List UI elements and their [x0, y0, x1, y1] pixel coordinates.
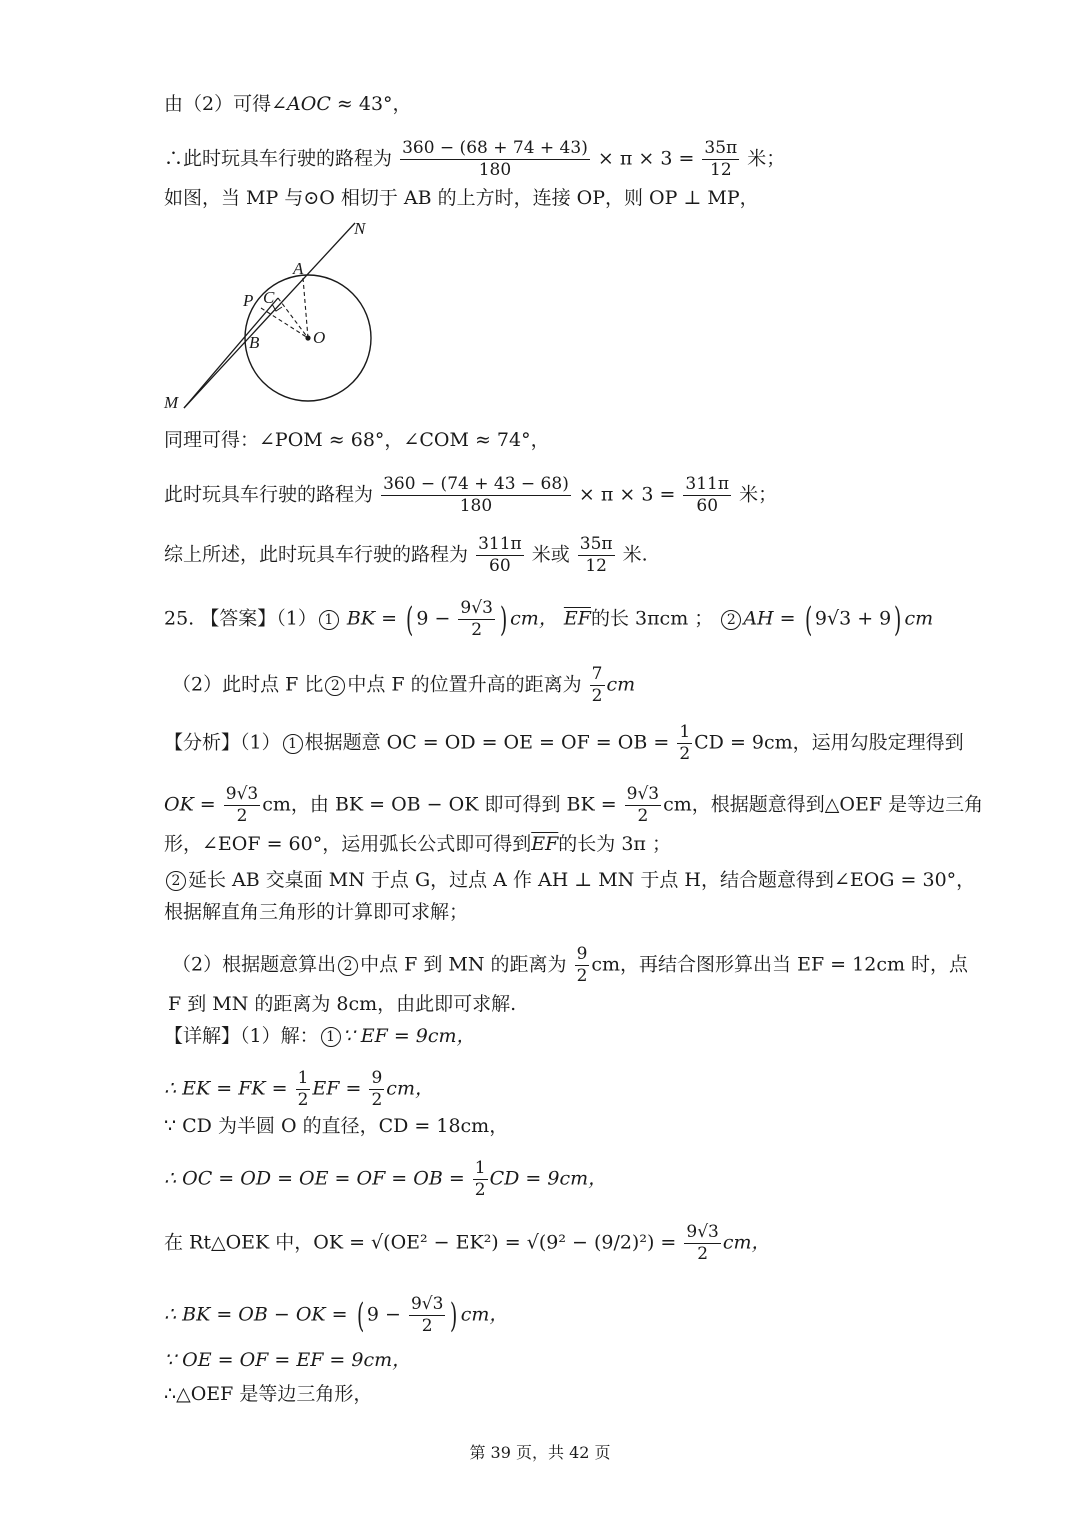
- circled-number: 2: [325, 676, 345, 696]
- fraction: $\frac{9√3}{2}$: [225, 784, 259, 826]
- fraction: $\frac{1}{2}$: [679, 722, 691, 764]
- label-o: O: [313, 328, 326, 347]
- page-footer: 第 39 页，共 42 页: [469, 1443, 611, 1462]
- detail-line-8: ∴△OEF 是等边三角形，: [164, 1383, 373, 1405]
- fraction: $\frac{7}{2}$: [591, 664, 603, 706]
- line-tangent-case: 如图，当 MP 与⊙O 相切于 AB 的上方时，连接 OP，则 OP ⊥ MP，: [164, 187, 759, 209]
- fraction: $\frac{311\pi}{60}$: [685, 474, 730, 516]
- line-path-length-1: ∴此时玩具车行驶的路程为 $\frac{360 - (68 + 74 + 43)}{180}$ × π × 3 = $\frac{35\pi}{12}$ 米；: [164, 138, 786, 180]
- fraction: $\frac{9√3}{2}$: [626, 784, 660, 826]
- analysis-line-4: 2 延长 AB 交桌面 MN 于点 G，过点 A 作 AH ⊥ MN 于点 H，结合题意得到∠EOG = 30°，: [164, 868, 975, 892]
- fraction: $\frac{1}{2}$: [297, 1068, 309, 1110]
- detail-line-7: ∵ OE = OF = EF = 9cm，: [164, 1349, 412, 1371]
- label-b: B: [249, 333, 260, 352]
- segment-oa: [303, 278, 308, 338]
- fraction: $\frac{1}{2}$: [474, 1158, 486, 1200]
- detail-line-1: 【详解】（1）解： 1 ∵ EF = 9cm，: [164, 1025, 476, 1047]
- circled-number: 1: [319, 610, 339, 630]
- fraction: $\frac{311\pi}{60}$: [478, 534, 522, 576]
- circled-number: 1: [283, 734, 303, 754]
- detail-line-3: ∵ CD 为半圆 O 的直径，CD = 18cm，: [164, 1115, 509, 1137]
- analysis-line-2: OK = $\frac{9√3}{2}$ cm，由 BK = OB − OK 即可得到 BK = $\frac{9√3}{2}$ cm，根据题意得到△OEF 是等边三角: [164, 784, 984, 826]
- detail-line-5: 在 Rt△OEK 中，OK = √(OE² − EK²) = √(9² − (9/2)²) = $\frac{9√3}{2}$ cm，: [164, 1222, 771, 1264]
- line-mp: [184, 298, 278, 408]
- segment-oc: [261, 308, 308, 338]
- fraction: $\frac{9}{2}$: [371, 1068, 383, 1110]
- detail-line-6: ∴ BK = OB − OK = ( 9 − $\frac{9√3}{2}$ ) cm，: [164, 1294, 509, 1336]
- circled-number: 2: [721, 610, 741, 630]
- fraction: $\frac{9√3}{2}$: [686, 1222, 719, 1264]
- fraction: $\frac{360 - (68 + 74 + 43)}{180}$: [402, 138, 588, 180]
- line-mn: [184, 223, 355, 408]
- line-angle-aoc: 由（2）可得∠AOC ≈ 43°，: [164, 93, 412, 115]
- detail-line-4: ∴ OC = OD = OE = OF = OB = $\frac{1}{2}$ CD = 9cm，: [164, 1158, 608, 1200]
- analysis-line-1: 【分析】（1） 1 根据题意 OC = OD = OE = OF = OB = $\frac{1}{2}$ CD = 9cm，运用勾股定理得到: [164, 722, 964, 764]
- fraction: $\frac{35\pi}{12}$: [704, 138, 738, 180]
- line-similar-angles: 同理可得：∠POM ≈ 68°，∠COM ≈ 74°，: [164, 429, 550, 451]
- label-p: P: [243, 291, 254, 310]
- line-path-length-2: 此时玩具车行驶的路程为 $\frac{360 - (74 + 43 - 68)}{180}$ × π × 3 = $\frac{311\pi}{60}$ 米；: [164, 474, 778, 516]
- line-summary: 综上所述，此时玩具车行驶的路程为 $\frac{311\pi}{60}$ 米或 $\frac{35\pi}{12}$ 米.: [164, 534, 648, 576]
- analysis-line-7: F 到 MN 的距离为 8cm，由此即可求解.: [168, 993, 517, 1015]
- fraction: $\frac{35\pi}{12}$: [579, 534, 613, 576]
- circle-tangent-figure: [160, 212, 390, 417]
- center-point: [305, 335, 310, 340]
- segment-op: [278, 298, 308, 338]
- circled-number: 1: [321, 1027, 341, 1047]
- analysis-line-5: 根据解直角三角形的计算即可求解；: [164, 901, 469, 923]
- analysis-line-6: （2）根据题意算出 2 中点 F 到 MN 的距离为 $\frac{9}{2}$ cm，再结合图形算出当 EF = 12cm 时，点: [172, 944, 969, 986]
- label-c: C: [263, 288, 275, 307]
- q25-answer-2: （2）此时点 F 比 2 中点 F 的位置升高的距离为 $\frac{7}{2}$ cm: [172, 664, 636, 706]
- fraction: $\frac{9√3}{2}$: [410, 1294, 444, 1336]
- analysis-line-3: 形，∠EOF = 60°，运用弧长公式即可得到$\overline{EF}$的长为 3π ；: [164, 833, 671, 855]
- fraction: $\frac{9}{2}$: [576, 944, 588, 986]
- detail-line-2: ∴ EK = FK = $\frac{1}{2}$ EF = $\frac{9}{2}$ cm，: [164, 1068, 434, 1110]
- label-a: A: [293, 259, 304, 278]
- fraction: $\frac{9√3}{2}$: [460, 598, 493, 640]
- label-m: M: [164, 393, 179, 412]
- label-n: N: [354, 219, 366, 238]
- fraction: $\frac{360 - (74 + 43 - 68)}{180}$: [383, 474, 569, 516]
- circled-number: 2: [166, 871, 186, 891]
- circled-number: 2: [338, 956, 358, 976]
- q25-answer: 25. 【答案】（1） 1 BK = ( 9 − $\frac{9√3}{2}$ ) cm， $\overline{EF}$的长 3πcm ； 2 AH = ( 9√3 + 9) cm: [164, 598, 934, 640]
